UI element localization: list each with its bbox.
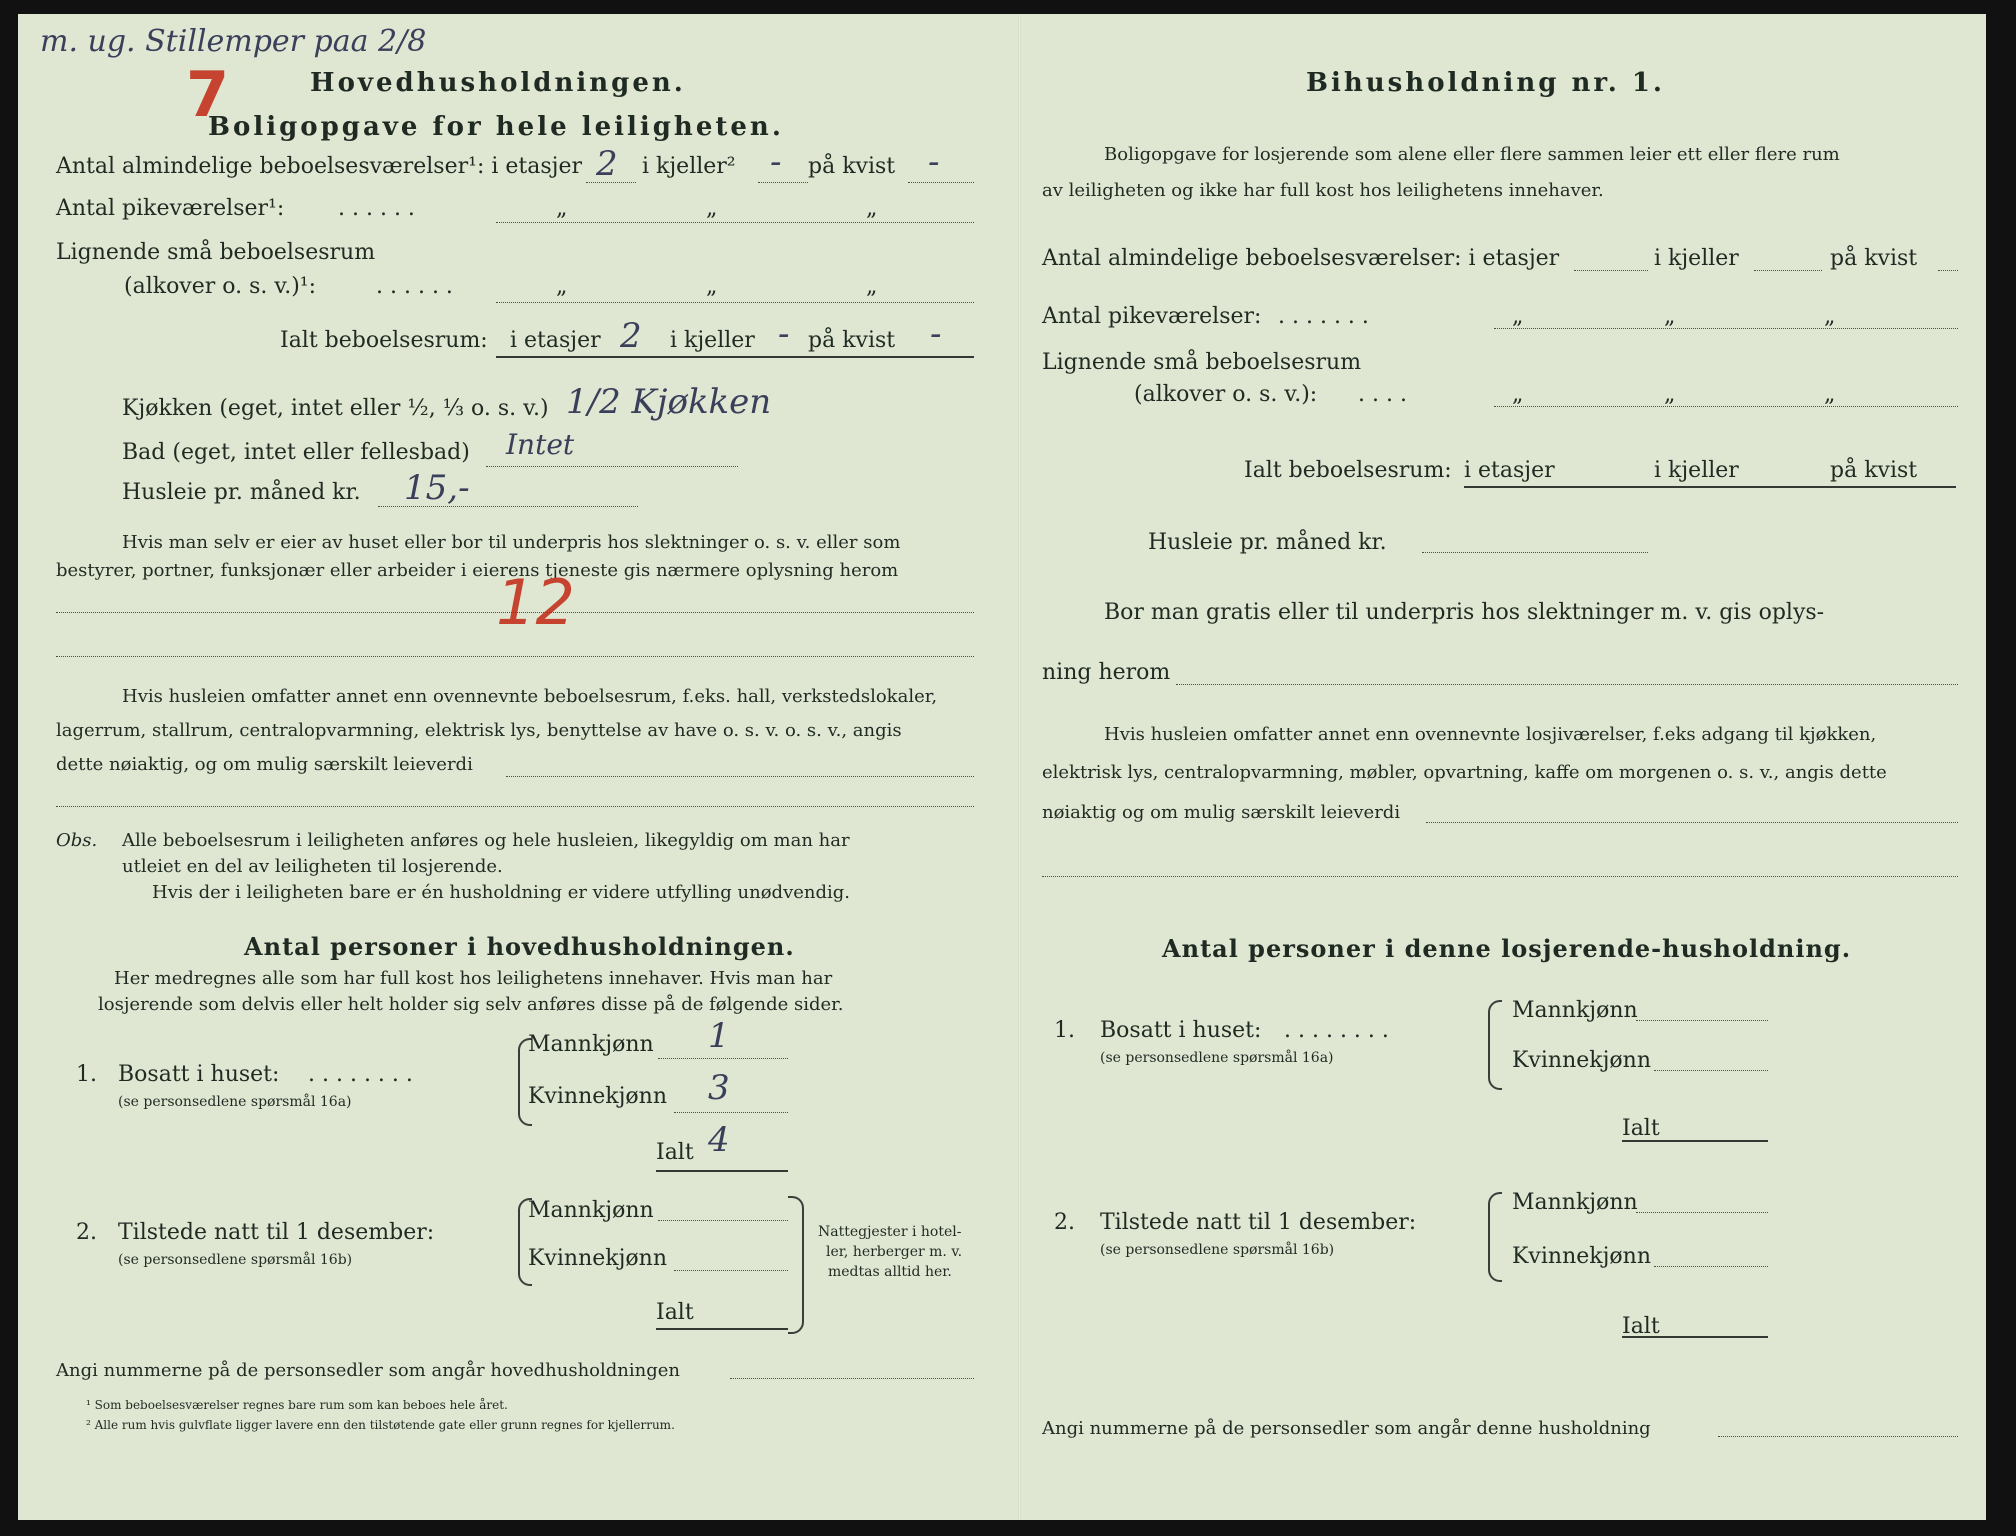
pike-line	[496, 222, 974, 223]
kjeller-line	[758, 182, 808, 183]
persons-title: Antal personer i hovedhusholdningen.	[244, 932, 795, 961]
bad-line	[486, 466, 738, 467]
r-q1-kvinne-line	[1654, 1070, 1768, 1071]
q2-kvinne-label: Kvinnekjønn	[528, 1246, 667, 1271]
r-pike-ditto-2: „	[1664, 304, 1676, 329]
lig-ditto-3: „	[866, 274, 878, 299]
q2-ialt-line	[656, 1328, 788, 1330]
r-q1-brace	[1488, 1000, 1502, 1090]
r-lignende-line	[1494, 406, 1958, 407]
r-q2-kvinne: Kvinnekjønn	[1512, 1244, 1651, 1269]
eier-text-1: Hvis man selv er eier av huset eller bor til underpris hos slektninger o. s. v. eller som	[122, 532, 901, 553]
ialt-etasjer-label: i etasjer	[510, 328, 601, 353]
natt-note-1: Nattegjester i hotel-	[818, 1224, 962, 1240]
hw-etasjer: 2	[596, 144, 618, 184]
hw-kvinne: 3	[708, 1068, 730, 1108]
natt-note-3: medtas alltid her.	[828, 1264, 952, 1280]
pike-label: Antal pikeværelser¹:	[56, 196, 285, 221]
q1-mann-line	[658, 1058, 788, 1059]
r-kvist-line	[1938, 270, 1958, 271]
q1-label: Bosatt i huset:	[118, 1062, 280, 1087]
lodger-household-section	[1018, 14, 1986, 1520]
hw-kjeller: -	[770, 142, 782, 182]
r-q2-sub: (se personsedlene spørsmål 16b)	[1100, 1242, 1335, 1258]
r-q1-ialt-line	[1622, 1140, 1768, 1142]
kjeller-label: i kjeller²	[642, 154, 736, 179]
census-form-sheet	[18, 14, 1986, 1520]
r-kjeller-line	[1754, 270, 1822, 271]
r-q1-dots: . . . . . . . .	[1284, 1018, 1389, 1043]
hw-kvist: -	[928, 142, 940, 182]
r-omfatter-line-1	[1426, 822, 1958, 823]
r-q1-number: 1.	[1054, 1018, 1075, 1043]
r-gratis-2: ning herom	[1042, 660, 1171, 685]
r-ialt-kjeller-label: i kjeller	[1654, 458, 1739, 483]
r-q1-sub: (se personsedlene spørsmål 16a)	[1100, 1050, 1334, 1066]
q1-sub: (se personsedlene spørsmål 16a)	[118, 1094, 352, 1110]
lignende-dots: . . . . . .	[376, 274, 453, 299]
q1-kvinne-label: Kvinnekjønn	[528, 1084, 667, 1109]
hw-ialt-etasjer: 2	[620, 316, 642, 356]
husleie-label: Husleie pr. måned kr.	[122, 480, 361, 505]
omfatter-line-2	[56, 806, 974, 807]
lig-ditto-2: „	[706, 274, 718, 299]
r-q2-number: 2.	[1054, 1210, 1075, 1235]
r-lig-ditto-1: „	[1512, 382, 1524, 407]
omfatter-text-3: dette nøiaktig, og om mulig særskilt leieverdi	[56, 754, 473, 775]
pike-ditto-3: „	[866, 196, 878, 221]
red-household-number: 7	[186, 58, 230, 131]
r-q2-kvinne-line	[1654, 1266, 1768, 1267]
r-lignende-dots: . . . .	[1358, 382, 1407, 407]
q1-kvinne-line	[674, 1112, 788, 1113]
r-q2-mann-line	[1636, 1212, 1768, 1213]
r-omfatter-2: elektrisk lys, centralopvarmning, møbler, opvartning, kaffe om morgenen o. s. v., angis dette	[1042, 762, 1887, 783]
footnote-1: ¹ Som beboelsesværelser regnes bare rum som kan beboes hele året.	[86, 1398, 508, 1412]
lig-ditto-1: „	[556, 274, 568, 299]
r-q1-mann: Mannkjønn	[1512, 998, 1638, 1023]
r-q2-ialt: Ialt	[1622, 1314, 1660, 1339]
left-subtitle: Boligopgave for hele leiligheten.	[208, 112, 784, 142]
r-angi-text: Angi nummerne på de personsedler som angår denne husholdning	[1042, 1418, 1651, 1439]
r-q2-ialt-line	[1622, 1336, 1768, 1338]
kvist-line	[908, 182, 974, 183]
r-etasjer-line	[1574, 270, 1648, 271]
r-husleie-line	[1422, 552, 1648, 553]
r-omfatter-1: Hvis husleien omfatter annet enn ovennevnte losjiværelser, f.eks adgang til kjøkken,	[1104, 724, 1877, 745]
r-husleie-label: Husleie pr. måned kr.	[1148, 530, 1387, 555]
right-title: Bihusholdning nr. 1.	[1306, 68, 1665, 98]
angi-text: Angi nummerne på de personsedler som angår hovedhusholdningen	[56, 1360, 680, 1381]
right-intro-1: Boligopgave for losjerende som alene eller flere sammen leier ett eller flere rum	[1104, 144, 1840, 165]
q1-number: 1.	[76, 1062, 97, 1087]
hw-ialt: 4	[708, 1120, 730, 1160]
r-q2-brace	[1488, 1192, 1502, 1282]
r-pike-label: Antal pikeværelser:	[1042, 304, 1262, 329]
footnote-2: ² Alle rum hvis gulvflate ligger lavere enn den tilstøtende gate eller grunn regnes for kjellerrum.	[86, 1418, 675, 1432]
q2-number: 2.	[76, 1220, 97, 1245]
q2-label: Tilstede natt til 1 desember:	[118, 1220, 435, 1245]
hw-ialt-kjeller: -	[778, 314, 790, 354]
lignende-label-1: Lignende små beboelsesrum	[56, 240, 376, 265]
q2-kvinne-line	[674, 1270, 788, 1271]
handwritten-top-note: m. ug. Stillemper paa 2/8	[40, 24, 427, 59]
r-q1-ialt: Ialt	[1622, 1116, 1660, 1141]
ialt-kvist-label: på kvist	[808, 328, 896, 353]
q1-mann-label: Mannkjønn	[528, 1032, 654, 1057]
ialt-kjeller-label: i kjeller	[670, 328, 755, 353]
lignende-line	[496, 302, 974, 303]
r-q1-mann-line	[1636, 1020, 1768, 1021]
kvist-label: på kvist	[808, 154, 896, 179]
q2-right-brace	[788, 1196, 804, 1334]
kjokken-label: Kjøkken (eget, intet eller ½, ⅓ o. s. v.)	[122, 396, 549, 421]
r-lig-ditto-3: „	[1824, 382, 1836, 407]
hw-ialt-kvist: -	[930, 314, 942, 354]
pike-ditto-1: „	[556, 196, 568, 221]
r-lignende-1: Lignende små beboelsesrum	[1042, 350, 1362, 375]
omfatter-line-1	[506, 776, 974, 777]
omfatter-text-2: lagerrum, stallrum, centralopvarmning, elektrisk lys, benyttelse av have o. s. v. o. s. v., angis	[56, 720, 902, 741]
right-intro-2: av leiligheten og ikke har full kost hos leilighetens innehaver.	[1042, 180, 1604, 201]
r-ialt-etasjer-label: i etasjer	[1464, 458, 1555, 483]
r-pike-ditto-3: „	[1824, 304, 1836, 329]
red-code: 12	[496, 566, 575, 639]
obs-text-2: utleiet en del av leiligheten til losjerende.	[122, 856, 503, 877]
left-title: Hovedhusholdningen.	[310, 68, 686, 98]
angi-line	[730, 1378, 974, 1379]
bad-label: Bad (eget, intet eller fellesbad)	[122, 440, 470, 465]
persons-text-2: losjerende som delvis eller helt holder sig selv anføres disse på de følgende sider.	[98, 994, 844, 1015]
hw-husleie: 15,-	[404, 468, 470, 508]
q2-ialt-label: Ialt	[656, 1300, 694, 1325]
hw-mann: 1	[708, 1016, 730, 1056]
q2-mann-line	[658, 1220, 788, 1221]
q1-ialt-label: Ialt	[656, 1140, 694, 1165]
r-angi-line	[1718, 1436, 1958, 1437]
r-ialt-kvist-label: på kvist	[1830, 458, 1918, 483]
r-pike-dots: . . . . . . .	[1278, 304, 1369, 329]
q1-ialt-line	[656, 1170, 788, 1172]
r-q1-kvinne: Kvinnekjønn	[1512, 1048, 1651, 1073]
r-kjeller-label: i kjeller	[1654, 246, 1739, 271]
r-gratis-line	[1176, 684, 1958, 685]
main-household-section	[18, 14, 1018, 1520]
r-ialt-underline	[1464, 486, 1956, 488]
lignende-label-2: (alkover o. s. v.)¹:	[124, 274, 317, 299]
hw-kjokken: 1/2 Kjøkken	[566, 382, 772, 422]
obs-text-3: Hvis der i leiligheten bare er én husholdning er videre utfylling unødvendig.	[152, 882, 851, 903]
r-rooms-label: Antal almindelige beboelsesværelser: i etasjer	[1042, 246, 1560, 271]
pike-dots: . . . . . .	[338, 196, 415, 221]
pike-ditto-2: „	[706, 196, 718, 221]
obs-text-1: Alle beboelsesrum i leiligheten anføres og hele husleien, likegyldig om man har	[122, 830, 850, 851]
r-gratis-1: Bor man gratis eller til underpris hos slektninger m. v. gis oplys-	[1104, 600, 1825, 625]
hw-bad: Intet	[506, 428, 575, 461]
r-lignende-2: (alkover o. s. v.):	[1134, 382, 1318, 407]
persons-text-1: Her medregnes alle som har full kost hos leilighetens innehaver. Hvis man har	[114, 968, 833, 989]
omfatter-text-1: Hvis husleien omfatter annet enn ovennevnte beboelsesrum, f.eks. hall, verkstedslokaler,	[122, 686, 938, 707]
q2-sub: (se personsedlene spørsmål 16b)	[118, 1252, 353, 1268]
r-lig-ditto-2: „	[1664, 382, 1676, 407]
r-omfatter-3: nøiaktig og om mulig særskilt leieverdi	[1042, 802, 1401, 823]
r-omfatter-line-2	[1042, 876, 1958, 877]
eier-text-2: bestyrer, portner, funksjonær eller arbeider i eierens tjeneste gis nærmere oplysning herom	[56, 560, 899, 581]
q2-mann-label: Mannkjønn	[528, 1198, 654, 1223]
obs-label: Obs.	[56, 830, 98, 851]
r-ialt-label: Ialt beboelsesrum:	[1244, 458, 1452, 483]
r-pike-ditto-1: „	[1512, 304, 1524, 329]
natt-note-2: ler, herberger m. v.	[826, 1244, 963, 1260]
r-q2-label: Tilstede natt til 1 desember:	[1100, 1210, 1417, 1235]
r-persons-title: Antal personer i denne losjerende-husholdning.	[1162, 934, 1852, 963]
ialt-label: Ialt beboelsesrum:	[280, 328, 488, 353]
rooms-label: Antal almindelige beboelsesværelser¹: i etasjer	[56, 154, 583, 179]
ialt-underline	[496, 356, 974, 358]
r-pike-line	[1494, 328, 1958, 329]
eier-line-2	[56, 656, 974, 657]
r-q1-label: Bosatt i huset:	[1100, 1018, 1262, 1043]
q1-dots: . . . . . . . .	[308, 1062, 413, 1087]
r-q2-mann: Mannkjønn	[1512, 1190, 1638, 1215]
eier-line-1	[56, 612, 974, 613]
r-kvist-label: på kvist	[1830, 246, 1918, 271]
